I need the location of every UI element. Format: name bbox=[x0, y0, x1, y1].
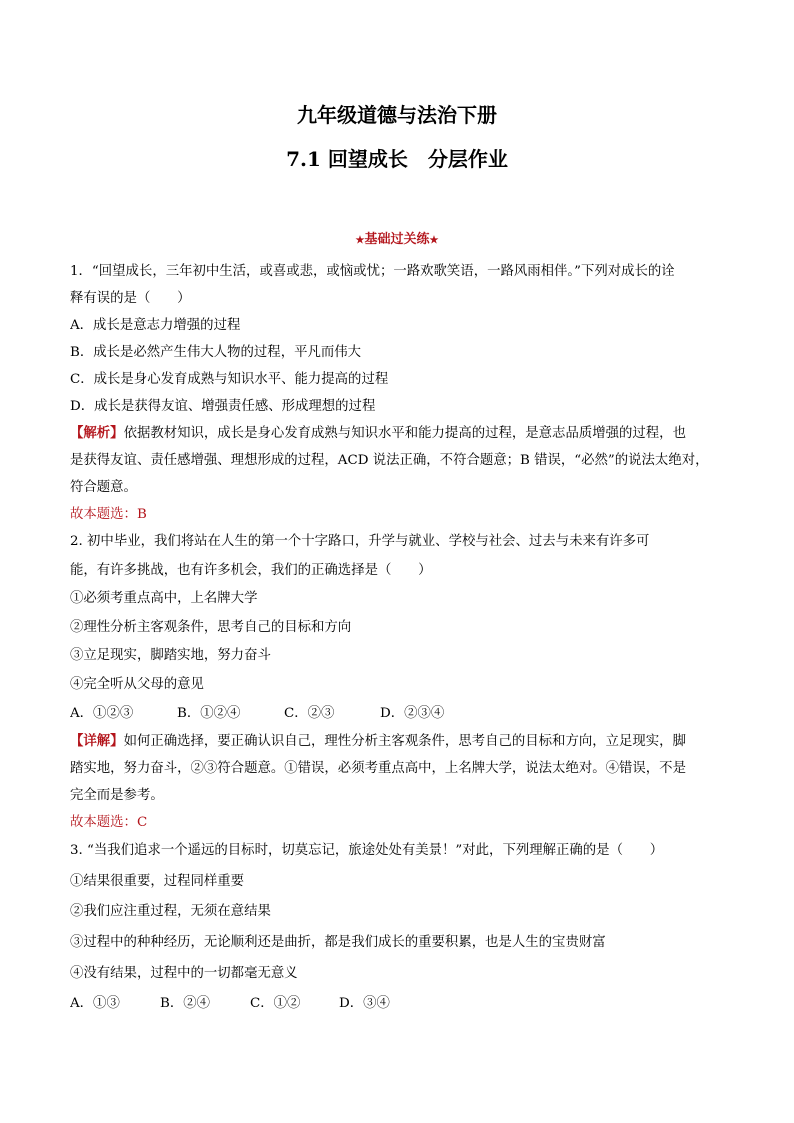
question-stem: 3. “当我们追求一个遥远的目标时，切莫忘记，旅途处处有美景！”对此，下列理解正确的是（ ） bbox=[70, 843, 664, 859]
question-list bbox=[70, 258, 725, 1020]
statement-4: ④完全听从父母的意见 bbox=[70, 676, 204, 692]
question-2 bbox=[70, 528, 725, 836]
star-icon: ★ bbox=[355, 235, 365, 246]
analysis-line: 是获得友谊、责任感增强、理想形成的过程，ACD 说法正确，不符合题意；B 错误，“必然”的说法太绝对， bbox=[70, 453, 709, 468]
analysis-line: 【解析】依据教材知识，成长是身心发育成熟与知识水平和能力提高的过程，是意志品质增强的过程，也 bbox=[70, 425, 686, 441]
options-row bbox=[70, 989, 725, 1020]
statement-3: ③过程中的种种经历，无论顺利还是曲折，都是我们成长的重要积累，也是人生的宝贵财富 bbox=[70, 934, 606, 950]
section-heading bbox=[0, 231, 794, 250]
section-label: 基础过关练 bbox=[364, 232, 430, 247]
answer-line: 故本题选：B bbox=[70, 507, 147, 522]
answer-line: 故本题选：C bbox=[70, 815, 148, 831]
option-d: D．②③④ bbox=[380, 705, 445, 721]
analysis-line: 完全而是参考。 bbox=[70, 788, 164, 804]
analysis-line: 符合题意。 bbox=[70, 480, 137, 495]
analysis-line: 踏实地，努力奋斗，②③符合题意。①错误，必须考重点高中，上名牌大学，说法太绝对。④错误，不是 bbox=[70, 761, 686, 777]
question-stem: 能，有许多挑战，也有许多机会，我们的正确选择是（ ） bbox=[70, 562, 432, 578]
option-b: B．②④ bbox=[160, 996, 211, 1012]
statement-3: ③立足现实，脚踏实地，努力奋斗 bbox=[70, 648, 271, 664]
statement-2: ②我们应注重过程，无须在意结果 bbox=[70, 904, 271, 920]
options-row bbox=[70, 700, 725, 729]
choice-c: C．成长是身心发育成熟与知识水平、能力提高的过程 bbox=[70, 372, 389, 387]
question-stem: 2. 初中毕业，我们将站在人生的第一个十字路口，升学与就业、学校与社会、过去与未来有许多可 bbox=[70, 534, 650, 549]
option-a: A．①②③ bbox=[70, 705, 134, 721]
option-c: C．②③ bbox=[284, 705, 335, 721]
statement-4: ④没有结果，过程中的一切都毫无意义 bbox=[70, 965, 298, 981]
question-1 bbox=[70, 258, 725, 528]
choice-d: D．成长是获得友谊、增强责任感、形成理想的过程 bbox=[70, 399, 376, 414]
star-icon: ★ bbox=[429, 235, 439, 246]
option-b: B．①②④ bbox=[177, 705, 241, 721]
analysis-tag: 【解析】 bbox=[70, 425, 124, 441]
statement-1: ①必须考重点高中，上名牌大学 bbox=[70, 591, 258, 607]
analysis-line: 【详解】如何正确选择，要正确认识自己，理性分析主客观条件，思考自己的目标和方向，立足现实，脚 bbox=[70, 733, 686, 750]
page-title: 九年级道德与法治下册 bbox=[297, 103, 497, 127]
analysis-tag: 【详解】 bbox=[70, 733, 124, 750]
question-3 bbox=[70, 836, 725, 1020]
choice-a: A．成长是意志力增强的过程 bbox=[70, 318, 241, 333]
choice-b: B．成长是必然产生伟大人物的过程，平凡而伟大 bbox=[70, 345, 362, 360]
option-c: C．①② bbox=[250, 996, 301, 1012]
page-subtitle: 7.1 回望成长 分层作业 bbox=[286, 147, 508, 171]
option-a: A．①③ bbox=[70, 996, 120, 1012]
question-stem: 释有误的是（ ） bbox=[70, 291, 191, 306]
question-stem: 1．“回望成长，三年初中生活，或喜或悲，或恼或忧；一路欢歌笑语，一路风雨相伴。”下列对成长的诠 bbox=[70, 264, 675, 279]
statement-2: ②理性分析主客观条件，思考自己的目标和方向 bbox=[70, 619, 352, 635]
statement-1: ①结果很重要，过程同样重要 bbox=[70, 873, 245, 889]
option-d: D．③④ bbox=[339, 996, 390, 1012]
